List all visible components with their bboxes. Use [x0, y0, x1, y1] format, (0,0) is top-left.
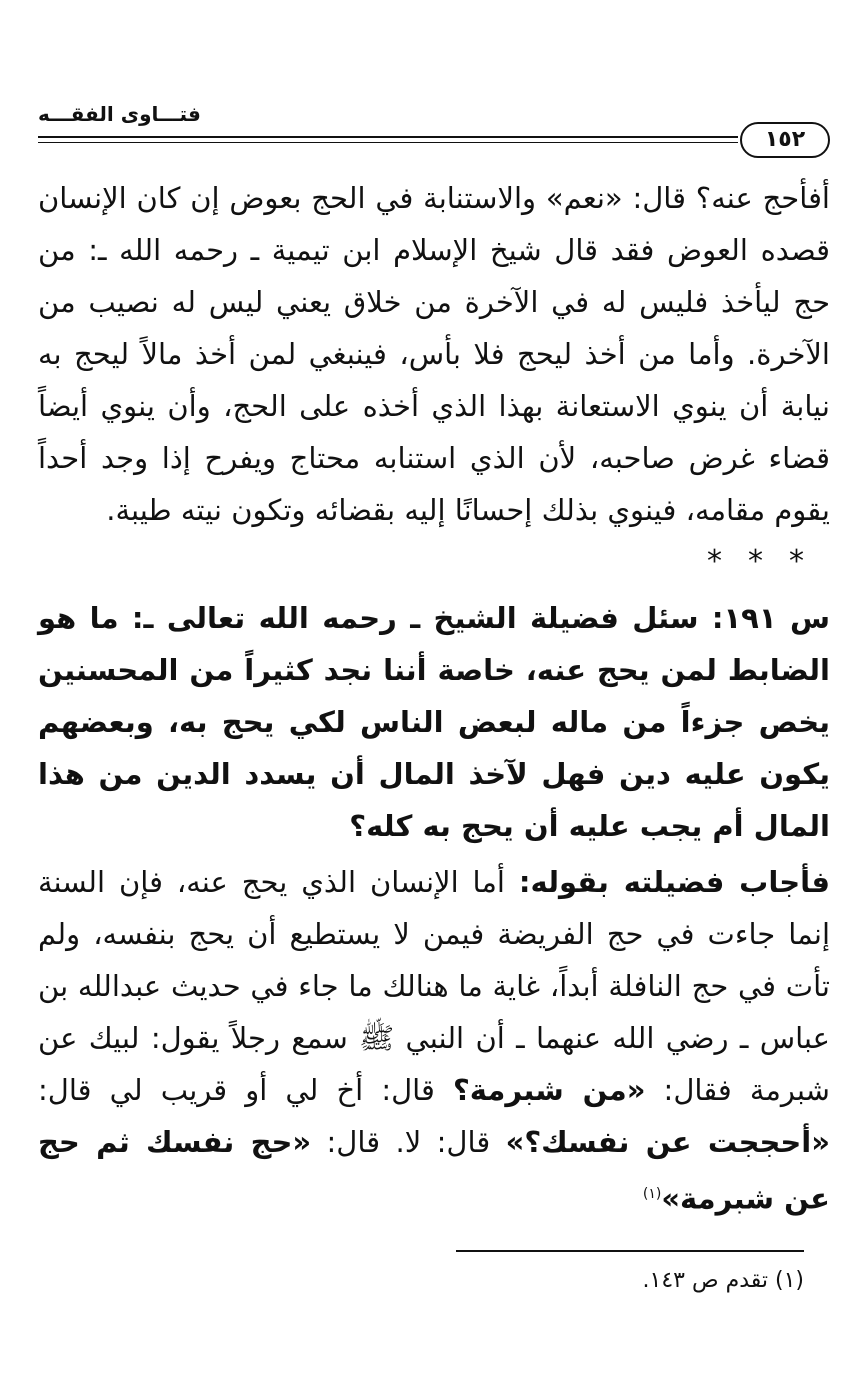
paragraph-opening: أفأحج عنه؟ قال: «نعم» والاستنابة في الحج بعوض إن كان الإنسان قصده العوض فقد قال شيخ الإسلام ابن تيمية ـ رحمه الله ـ: من حج ليأخذ فليس له في الآخرة من خلاق يعني ليس له نصيب من الآخرة. وأما من أخذ ليحج فلا بأس، فينبغي لمن أخذ مالاً ليحج به نيابة أن ينوي الاستعانة بهذا الذي أخذه على الحج، وأن ينوي أيضاً قضاء غرض صاحبه، لأن الذي استنابه محتاج ويفرح إذا وجد أحداً يقوم مقامه، فينوي بذلك إحسانًا إليه بقضائه وتكون نيته طيبة.	[38, 181, 830, 527]
running-title: فتـــاوى الفقـــه	[38, 102, 201, 126]
page-number-badge: ١٥٢	[740, 122, 830, 158]
question-paragraph: س ١٩١: سئل فضيلة الشيخ ـ رحمه الله تعالى ـ: ما هو الضابط لمن يحج عنه، خاصة أننا نجد كثيراً من المحسنين يخص جزءاً من ماله لبعض الناس لكي يحج به، وبعضهم يكون عليه دين فهل لآخذ المال أن يسدد الدين من هذا المال أم يجب عليه أن يحج به كله؟	[38, 601, 830, 843]
answer-paragraph	[38, 856, 830, 1225]
hadith-quote-2: «أحججت عن نفسك؟»	[505, 1125, 830, 1159]
footnote-rule	[456, 1250, 804, 1252]
answer-text: أما الإنسان الذي يحج عنه، فإن السنة إنما جاءت في حج الفريضة فيمن لا يستطيع أن يحج بنفسه، ولم تأت في حج النافلة أبداً، غاية ما هنالك ما جاء في حديث عبدالله بن عباس ـ رضي الله عنهما ـ أن النبي ﷺ سمع رجلاً يقول: لبيك عن شبرمة فقال:	[38, 865, 830, 1107]
hadith-quote-1: «من شبرمة؟	[452, 1073, 646, 1107]
answer-text-2: قال: أخ لي أو قريب لي قال:	[38, 1073, 453, 1107]
section-separator: ***	[707, 544, 830, 579]
running-header	[38, 88, 830, 168]
header-rule	[38, 136, 738, 143]
hadith-quote-3: «حج نفسك ثم حج عن شبرمة»	[38, 1125, 830, 1216]
footnote: (١) تقدم ص ١٤٣.	[642, 1268, 804, 1293]
answer-text-3: قال: لا. قال:	[311, 1125, 506, 1159]
page-body	[38, 172, 830, 1225]
answer-lead: فأجاب فضيلته بقوله:	[518, 865, 830, 899]
footnote-reference: (١)	[642, 1186, 662, 1202]
